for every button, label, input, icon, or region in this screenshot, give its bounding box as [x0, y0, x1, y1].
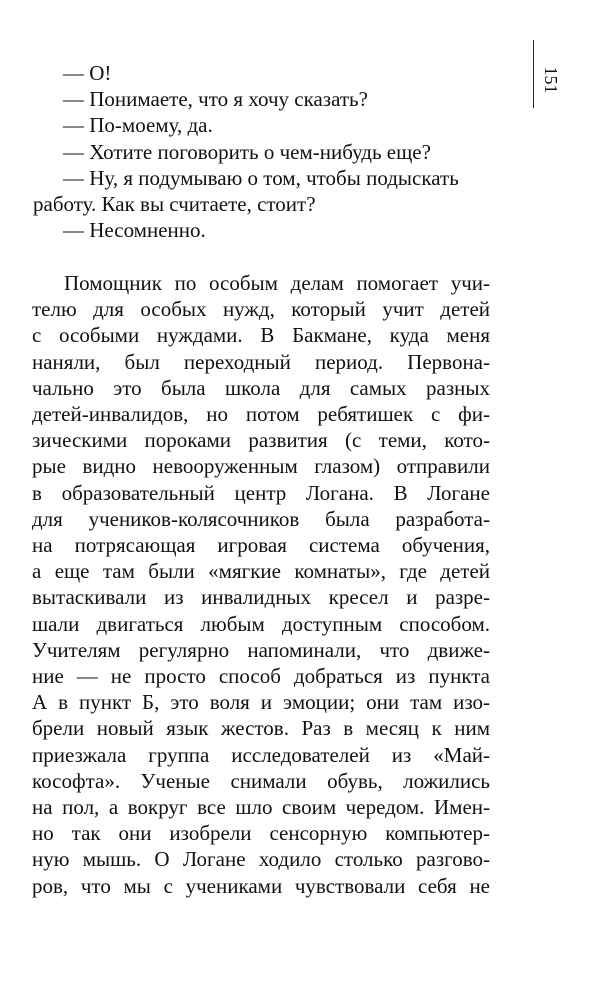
paragraph-line: ров, что мы с учениками чувствовали себя не: [32, 873, 490, 898]
paragraph-line: на пол, а вокруг все шло своим чередом. Имен-: [32, 795, 490, 820]
paragraph-line: но так они изобрели сенсорную компьютер-: [32, 821, 490, 846]
dialogue-line: — Понимаете, что я хочу сказать?: [63, 87, 368, 112]
paragraph-line: детей-инвалидов, но потом ребятишек с фи-: [32, 402, 490, 427]
paragraph-line: брели новый язык жестов. Раз в месяц к ним: [32, 716, 490, 741]
dialogue-block: [33, 60, 503, 243]
body-paragraph: [32, 270, 490, 899]
paragraph-line: для учеников-колясочников была разработа-: [32, 506, 490, 531]
dialogue-line: — Несомненно.: [63, 218, 206, 243]
paragraph-line: наняли, был переходный период. Первона-: [32, 349, 490, 374]
paragraph-line: телю для особых нужд, который учит детей: [32, 297, 490, 322]
paragraph-line: чально это была школа для самых разных: [32, 375, 490, 400]
paragraph-line: на потрясающая игровая система обучения,: [32, 533, 490, 558]
paragraph-line: Помощник по особым делам помогает учи-: [64, 271, 490, 295]
dialogue-line: — Хотите поговорить о чем-нибудь еще?: [63, 139, 431, 164]
paragraph-line: А в пункт Б, это воля и эмоции; они там изо-: [32, 690, 490, 715]
paragraph-line: ную мышь. О Логане ходило столько разгово-: [32, 847, 490, 872]
paragraph-line: ние — не просто способ добраться из пункта: [32, 664, 490, 689]
paragraph-line: зическими пороками развития (с теми, кото-: [32, 428, 490, 453]
paragraph-line: вытаскивали из инвалидных кресел и разре-: [32, 585, 490, 610]
paragraph-line: рые видно невооруженным глазом) отправили: [32, 454, 490, 479]
paragraph-line: приезжала группа исследователей из «Май-: [32, 742, 490, 767]
page-number: 151: [541, 66, 561, 94]
paragraph-line: кософта». Ученые снимали обувь, ложились: [32, 768, 490, 793]
paragraph-line: Учителям регулярно напоминали, что движе-: [32, 637, 490, 662]
dialogue-line: — О!: [63, 61, 112, 85]
paragraph-line: в образовательный центр Логана. В Логане: [32, 480, 490, 505]
paragraph-line: с особыми нуждами. В Бакмане, куда меня: [32, 323, 490, 348]
dialogue-line: работу. Как вы считаете, стоит?: [33, 192, 316, 217]
paragraph-line: шали двигаться любым доступным способом.: [32, 611, 490, 636]
paragraph-line: а еще там были «мягкие комнаты», где детей: [32, 559, 490, 584]
dialogue-line: — Ну, я подумываю о том, чтобы подыскать: [63, 165, 459, 190]
dialogue-line: — По-моему, да.: [63, 113, 213, 138]
